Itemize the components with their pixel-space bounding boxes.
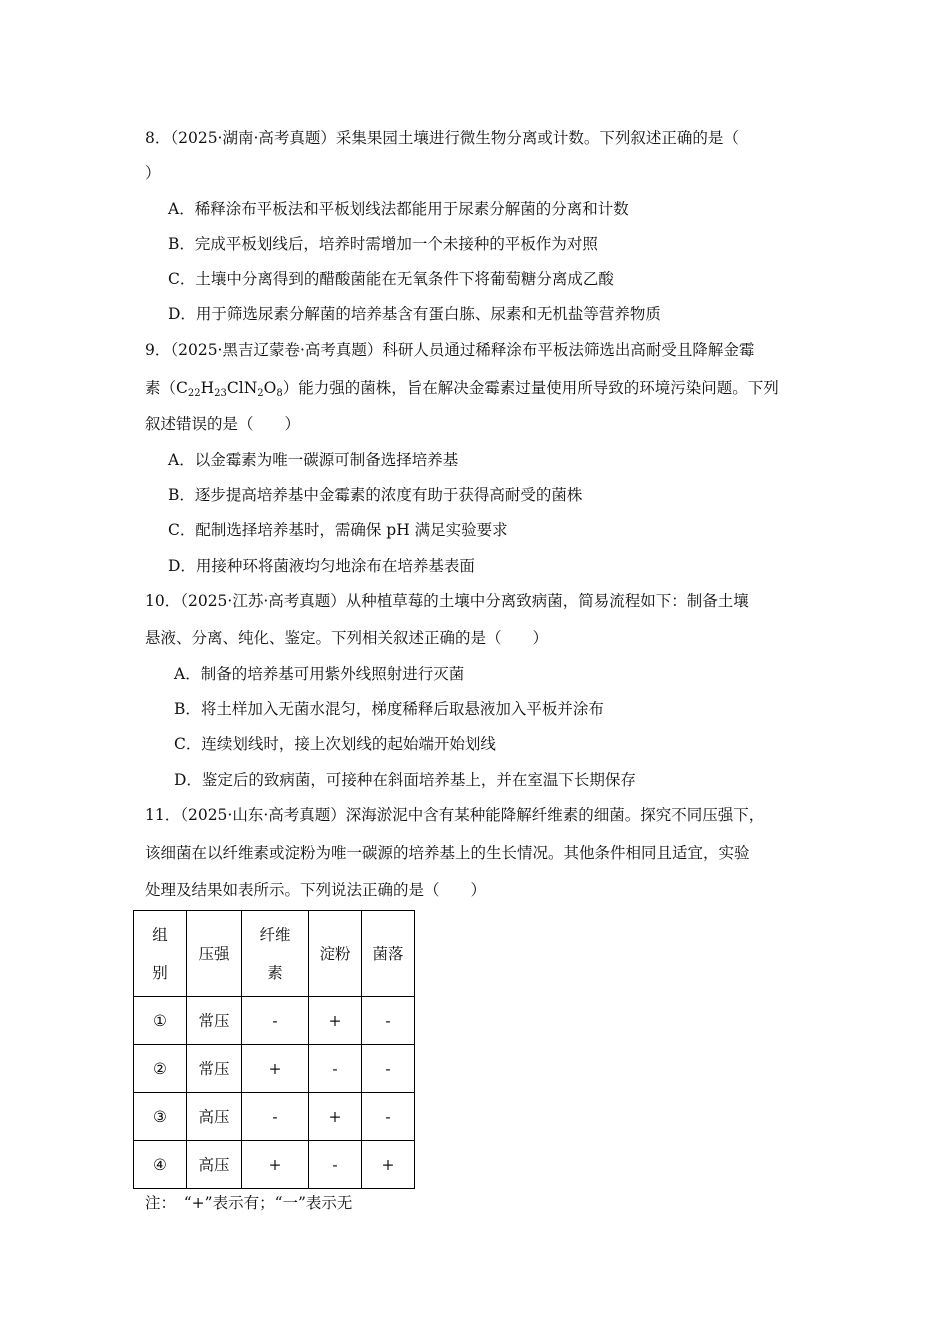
q8-option-a: A．稀释涂布平板法和平板划线法都能用于尿素分解菌的分离和计数	[168, 200, 629, 218]
cell-cellulose: +	[242, 1045, 309, 1093]
cell-pressure: 高压	[187, 1141, 242, 1189]
q9-formula-prefix: 素（C	[145, 379, 188, 397]
q8-option-b: B．完成平板划线后，培养时需增加一个未接种的平板作为对照	[168, 235, 598, 253]
q9-option-b: B．逐步提高培养基中金霉素的浓度有助于获得高耐受的菌株	[168, 486, 583, 504]
table-header-row	[134, 911, 415, 997]
q8-option-d: D．用于筛选尿素分解菌的培养基含有蛋白胨、尿素和无机盐等营养物质	[168, 305, 661, 323]
header-group-char2: 别	[152, 963, 168, 982]
table-row	[134, 1093, 415, 1141]
header-cellulose	[242, 911, 309, 997]
table-row	[134, 1141, 415, 1189]
table-row	[134, 1045, 415, 1093]
cell-pressure: 常压	[187, 1045, 242, 1093]
q9-stem-line1: 9．（2025·黑吉辽蒙卷·高考真题）科研人员通过稀释涂布平板法筛选出高耐受且降解金霉	[145, 341, 755, 359]
header-cellulose-line1: 纤维	[259, 925, 291, 944]
header-group	[134, 911, 187, 997]
q9-stem-line2	[145, 378, 779, 398]
cell-starch: -	[309, 1045, 362, 1093]
q11-stem-line2: 该细菌在以纤维素或淀粉为唯一碳源的培养基上的生长情况。其他条件相同且适宜，实验	[145, 844, 750, 862]
cell-starch: +	[309, 997, 362, 1045]
cell-cellulose: -	[242, 1093, 309, 1141]
q9-formula-h: H	[200, 379, 215, 397]
table-row	[134, 997, 415, 1045]
q9-stem-line3: 叙述错误的是（ ）	[145, 415, 301, 433]
q9-formula-cln: ClN	[226, 379, 258, 397]
results-table	[133, 910, 415, 1189]
cell-pressure: 常压	[187, 997, 242, 1045]
q9-formula-sub-c: 22	[187, 388, 201, 399]
header-cellulose-line2: 素	[267, 963, 283, 982]
q11-stem-line3: 处理及结果如表所示。下列说法正确的是（ ）	[145, 881, 487, 899]
q10-stem-line1: 10．（2025·江苏·高考真题）从种植草莓的土壤中分离致病菌，简易流程如下：制备土壤	[145, 592, 749, 610]
cell-group: ④	[134, 1141, 187, 1189]
header-colony: 菌落	[362, 911, 415, 997]
q10-option-b: B．将土样加入无菌水混匀，梯度稀释后取悬液加入平板并涂布	[174, 700, 604, 718]
q9-option-d: D．用接种环将菌液均匀地涂布在培养基表面	[168, 557, 475, 575]
q10-option-d: D．鉴定后的致病菌，可接种在斜面培养基上，并在室温下长期保存	[174, 771, 636, 789]
q8-stem-line2: ）	[145, 164, 161, 182]
q9-formula-sub-n: 2	[257, 388, 264, 399]
q10-option-c: C．连续划线时，接上次划线的起始端开始划线	[174, 735, 496, 753]
table-note: 注： “+”表示有；“一”表示无	[145, 1194, 353, 1212]
q11-stem-line1: 11．（2025·山东·高考真题）深海淤泥中含有某种能降解纤维素的细菌。探究不同压强下，	[145, 806, 765, 824]
cell-starch: +	[309, 1093, 362, 1141]
q9-formula-sub-h: 23	[214, 388, 227, 399]
q9-stem-line2-rest: ）能力强的菌株，旨在解决金霉素过量使用所导致的环境污染问题。下列	[282, 379, 779, 397]
cell-pressure: 高压	[187, 1093, 242, 1141]
header-pressure: 压强	[187, 911, 242, 997]
cell-group: ②	[134, 1045, 187, 1093]
q10-option-a: A．制备的培养基可用紫外线照射进行灭菌	[174, 665, 465, 683]
q8-option-c: C．土壤中分离得到的醋酸菌能在无氧条件下将葡萄糖分离成乙酸	[168, 270, 614, 288]
q9-option-a: A．以金霉素为唯一碳源可制备选择培养基	[168, 451, 459, 469]
cell-colony: -	[362, 997, 415, 1045]
cell-cellulose: -	[242, 997, 309, 1045]
cell-group: ①	[134, 997, 187, 1045]
cell-colony: +	[362, 1141, 415, 1189]
cell-group: ③	[134, 1093, 187, 1141]
header-starch: 淀粉	[309, 911, 362, 997]
q10-stem-line2: 悬液、分离、纯化、鉴定。下列相关叙述正确的是（ ）	[145, 629, 549, 647]
cell-colony: -	[362, 1045, 415, 1093]
q8-stem-line1: 8．（2025·湖南·高考真题）采集果园土壤进行微生物分离或计数。下列叙述正确的是（	[145, 129, 739, 147]
q9-option-c: C．配制选择培养基时，需确保 pH 满足实验要求	[168, 521, 508, 539]
cell-starch: -	[309, 1141, 362, 1189]
q9-formula-sub-o: 8	[276, 388, 283, 399]
q9-formula-o: O	[263, 379, 277, 397]
cell-colony: -	[362, 1093, 415, 1141]
header-group-char1: 组	[152, 925, 168, 944]
cell-cellulose: +	[242, 1141, 309, 1189]
